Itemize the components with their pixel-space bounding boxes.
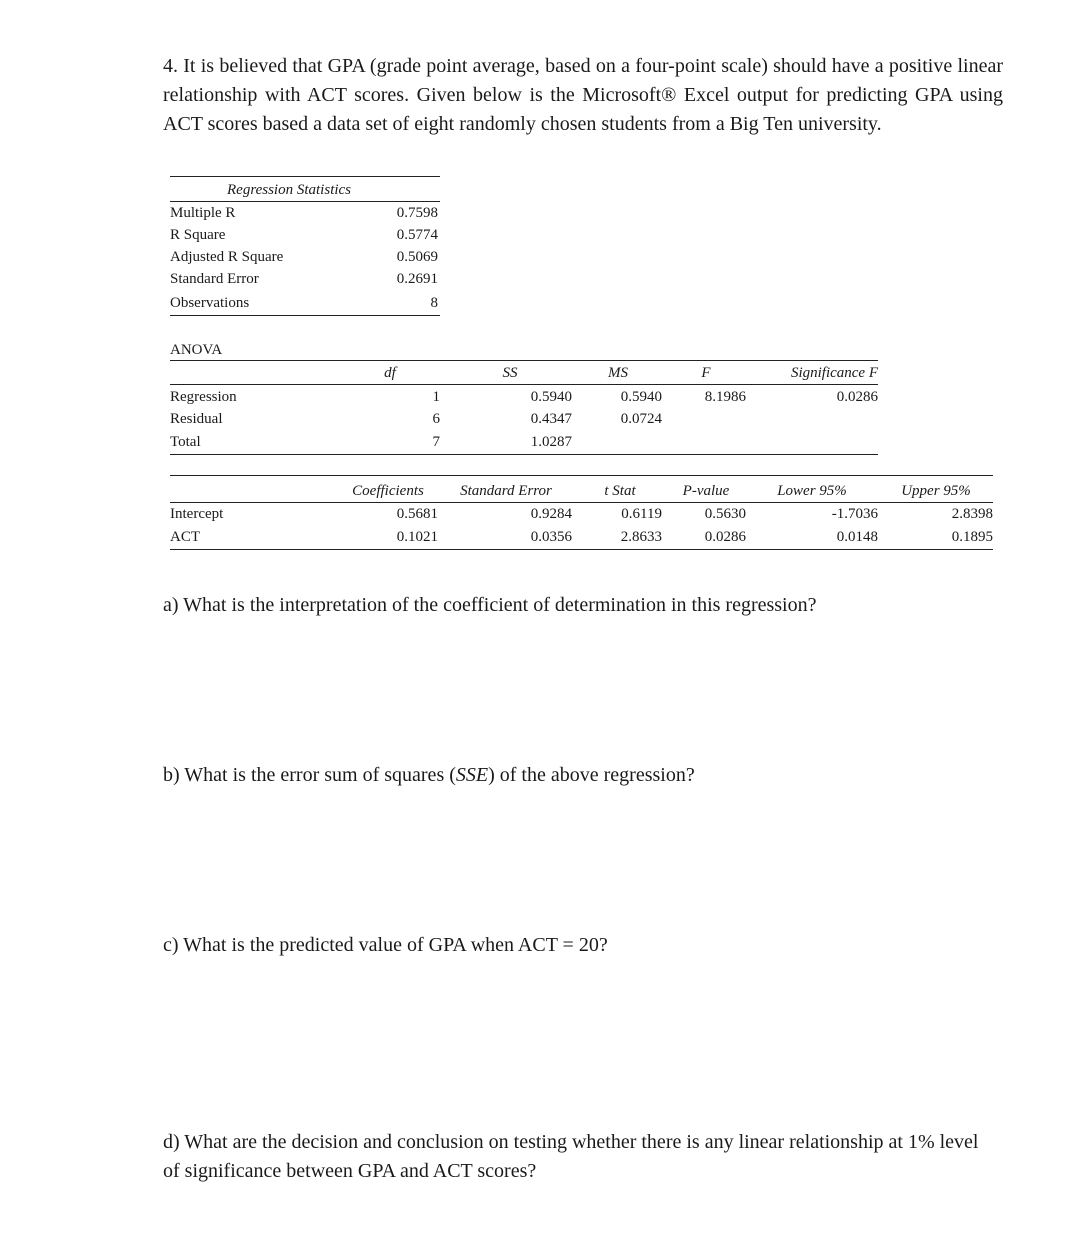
question-b <box>163 761 993 790</box>
anova-top-rule <box>170 360 878 361</box>
anova-df: 1 <box>432 389 440 405</box>
anova-ss: 1.0287 <box>530 434 572 450</box>
coef-header: Lower 95% <box>777 483 847 499</box>
stat-value: 0.5069 <box>396 249 438 265</box>
coef-t: 2.8633 <box>620 529 662 545</box>
coef-se: 0.0356 <box>530 529 572 545</box>
coef-row-label: ACT <box>170 529 200 545</box>
coef-se: 0.9284 <box>530 506 572 522</box>
question-b-suffix: ) of the above regression? <box>488 764 695 786</box>
coef-header: t Stat <box>604 483 636 499</box>
anova-header: MS <box>608 365 628 381</box>
question-d: d) What are the decision and conclusion on testing whether there is any linear relationship at 1% level of significance between GPA and ACT scores? <box>163 1131 979 1182</box>
stat-label: Multiple R <box>170 205 236 221</box>
coef-t: 0.6119 <box>621 506 662 522</box>
anova-header: Significance F <box>790 365 878 381</box>
question-c: c) What is the predicted value of GPA when ACT = 20? <box>163 934 608 956</box>
anova-df: 7 <box>432 434 440 450</box>
stat-value: 8 <box>430 295 438 311</box>
anova-row-label: Regression <box>170 389 237 405</box>
anova-header: F <box>701 365 711 381</box>
table-header-rule <box>170 201 440 202</box>
coef-header-rule <box>170 502 993 503</box>
stat-label: Standard Error <box>170 271 259 287</box>
anova-df: 6 <box>432 411 440 427</box>
anova-header: df <box>384 365 396 381</box>
anova-header: SS <box>502 365 518 381</box>
anova-ss: 0.4347 <box>530 411 572 427</box>
anova-title: ANOVA <box>170 342 223 358</box>
stat-value: 0.7598 <box>396 205 438 221</box>
coef-row-label: Intercept <box>170 506 224 522</box>
coef-header: Standard Error <box>460 483 552 499</box>
anova-ms: 0.0724 <box>620 411 662 427</box>
anova-row-label: Total <box>170 434 201 450</box>
coef-bottom-rule <box>170 549 993 550</box>
problem-statement: 4. It is believed that GPA (grade point average, based on a four-point scale) should have a positive linear relationship with ACT scores. Given below is the Microsoft® Excel output for predicting GPA using ACT scores based a data set of eight randomly chosen students from a Big Ten university. <box>163 55 1003 135</box>
coef-upper: 0.1895 <box>951 529 993 545</box>
stat-label: Adjusted R Square <box>170 249 284 265</box>
anova-sig: 0.0286 <box>836 389 878 405</box>
coef-value: 0.1021 <box>396 529 438 545</box>
table-top-rule <box>170 176 440 177</box>
table-bottom-rule <box>170 315 440 316</box>
coef-value: 0.5681 <box>396 506 438 522</box>
anova-row-label: Residual <box>170 411 223 427</box>
anova-ss: 0.5940 <box>530 389 572 405</box>
stat-label: Observations <box>170 295 250 311</box>
coef-p: 0.5630 <box>704 506 746 522</box>
coef-header: P-value <box>682 483 730 499</box>
coef-p: 0.0286 <box>704 529 746 545</box>
stat-value: 0.2691 <box>396 271 438 287</box>
coef-lower: -1.7036 <box>831 506 878 522</box>
coef-top-rule <box>170 475 993 476</box>
coef-header: Upper 95% <box>901 483 971 499</box>
coef-lower: 0.0148 <box>836 529 878 545</box>
anova-bottom-rule <box>170 454 878 455</box>
coef-header: Coefficients <box>352 483 424 499</box>
anova-f: 8.1986 <box>704 389 746 405</box>
question-b-prefix: b) What is the error sum of squares ( <box>163 764 456 786</box>
regression-statistics-title: Regression Statistics <box>227 182 352 198</box>
question-b-term: SSE <box>455 764 489 786</box>
anova-ms: 0.5940 <box>620 389 662 405</box>
question-a: a) What is the interpretation of the coefficient of determination in this regression? <box>163 594 817 616</box>
anova-header-rule <box>170 384 878 385</box>
stat-label: R Square <box>170 227 226 243</box>
coef-upper: 2.8398 <box>951 506 993 522</box>
stat-value: 0.5774 <box>396 227 438 243</box>
